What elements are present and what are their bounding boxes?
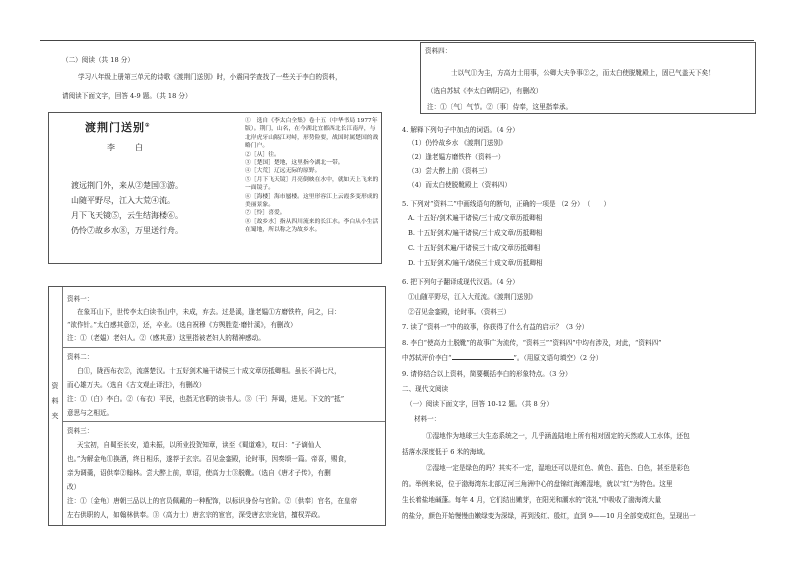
question-7: 7. 读了“资料一”中的故事，你获得了什么有益的启示？（3 分） xyxy=(402,323,589,331)
material-separator xyxy=(63,347,385,348)
material3-title: 资料三： xyxy=(67,427,94,435)
materials-side-divider xyxy=(62,287,63,525)
material4-line: （选自苏轼《李太白碑阴记》，有删改） xyxy=(427,87,543,95)
material3-line: 注：①〔金龟〕唐朝三品以上的官员佩戴的一种配饰，以标识身份与官阶。②〔供奉〕官名，在皇帝 xyxy=(67,497,358,505)
poem-title: 渡荆门送别① xyxy=(85,121,151,134)
question-6: 6. 把下列句子翻译成现代汉语。（4 分） xyxy=(402,278,519,286)
modern-paragraph-line: 的。举例来说，位于渤海湾东北部辽河三角洲中心的盘锦红海滩湿地，就以“红”为特色。这里 xyxy=(402,480,673,488)
material3-line: 亲为调羹，诏供奉②翰林。尝大醉上前，草诏，使高力士③脱靴。（选自《唐才子传》，有删 xyxy=(67,469,331,477)
material2-line: 白①，陇西布衣②，流落楚汉。十五好剑术遍干诸侯三十成文章历抵卿相。虽长不满七尺， xyxy=(77,367,341,375)
modern-paragraph-line: 生长着盐地碱蓬。每年 4 月，它们结出嫩芽，在阳光和潮水的“洗礼”中吸收了渤海湾大量 xyxy=(402,496,662,504)
material1-line: 在象耳山下，世传李太白读书山中，未成，弃去。过是溪，逢老媪①方磨铁杵，问之，曰： xyxy=(77,308,341,316)
modern-paragraph-line: 的盐分，颜色开始慢慢由嫩绿变为深绿，再到浅红、殷红，直到 9——10 月全部变成红色，呈现出一 xyxy=(402,512,696,520)
poem-line-2: 山随平野尽，江入大荒④流。 xyxy=(71,196,175,205)
poem-note: ③［楚国］楚地，这里指今湖北一带。 xyxy=(245,159,344,166)
question-8-line-2: 中苏轼评价李白“ ”。（用原文语句填空）（2 分） xyxy=(402,354,603,362)
question-4-item: （1）仍怜故乡水 《渡荆门送别》 xyxy=(408,139,507,147)
section-modern-title: 二、现代文阅读 xyxy=(402,385,449,393)
question-6-item: ②召见金銮殿，论时事。（资料三） xyxy=(408,308,511,316)
poem-note: ⑤［月下飞天镜］月亮倒映在水中，就如天上飞来的一面镜子。 xyxy=(245,176,379,192)
materials-box xyxy=(48,286,386,526)
poem-line-1: 渡远荆门外，来从②楚国③游。 xyxy=(71,181,183,190)
poem-note: ① 选自《李太白全集》卷十五（中华书局 1977年版）。荆门，山名，在今湖北宜都西北长江南岸，与北岸虎牙山隔江对峙，形势险要，战国时属楚国的战略门户。 xyxy=(245,118,379,150)
question-6-item: ①山随平野尽，江入大荒流。《渡荆门送别》 xyxy=(408,293,537,301)
poem-note: ⑥［海楼］海市蜃楼。这里形容江上云霞多变形成的美丽景象。 xyxy=(245,193,379,208)
material4-title: 资料四： xyxy=(425,47,452,55)
poem-note: ④［大荒］辽远无际的原野。 xyxy=(245,168,321,175)
material3-line: 改） xyxy=(67,483,81,491)
section-modern-subtitle: （一）阅读下面文字，回答 10-12 题。（共 8 分） xyxy=(406,400,553,408)
question-5-option-d: D. 十五好剑术/遍干/诸侯三十成文章/历抵卿相 xyxy=(408,259,543,267)
modern-paragraph-line: ①湿地作为地球三大生态系统之一，几乎涵盖陆地上所有相对固定的天然或人工水体，还包 xyxy=(426,432,690,440)
material-separator xyxy=(63,421,385,422)
modern-material1-title: 材料一： xyxy=(414,415,441,423)
material1-line: 注：①（老媪）老妇人。②（感其意）这里指被老妇人的精神感动。 xyxy=(67,334,265,342)
material4-line: 注：①〔气〕气节。②〔事〕侍奉，这里指奉承。 xyxy=(427,103,573,111)
question-4-item: （3）尝大醉上前（资料三） xyxy=(408,167,492,175)
material3-line: 天宝初，自蜀至长安，道未振，以所业投贺知章，读至《蜀道难》，叹曰：“子谪仙人 xyxy=(77,441,322,449)
question-9: 9. 请你结合以上资料，简要概括李白的形象特点。（3 分） xyxy=(402,370,572,378)
material3-line: 也。”为解金龟①换酒，终日相乐，遂荐于玄宗。召见金銮殿，论时事，因奏颂一篇。帝喜，赐食， xyxy=(67,455,351,463)
question-5-option-a: A. 十五好/剑术遍干诸侯/三十成/文章历抵卿相 xyxy=(408,214,543,222)
poem-note: ⑧［故乡水］指从四川流来的长江水。李白从小生活在蜀地，所以称之为故乡水。 xyxy=(245,218,379,234)
poem-box xyxy=(48,112,382,264)
question-4: 4. 解释下列句子中加点的词语。（4 分） xyxy=(402,126,519,134)
question-8-line-1: 8. 李白“使高力士脱靴”的故事广为流传，“资料三”“资料四”中均有涉及，对此，“资料四” xyxy=(402,339,662,347)
material2-line: 注：①（白）李白。②（布衣）平民，也指无官职的读书人。③〔干〕拜谒，进见。下文的“抵” xyxy=(67,395,345,403)
question-5: 5. 下列对“资料二”中画线语句的断句，正确的一项是 （2 分） （ ） xyxy=(402,200,611,208)
reading-intro-line-2: 请阅读下面文字，回答 4-9 题。（共 18 分） xyxy=(62,92,192,100)
reading-intro-line-1: 学习八年级上册第三单元的诗歌《渡荆门送别》时，小震同学查找了一些关于李白的资料， xyxy=(78,73,342,81)
material2-title: 资料二： xyxy=(67,353,94,361)
section-reading-title: （二）阅读（共 18 分） xyxy=(62,56,134,64)
top-rule xyxy=(40,40,754,41)
material1-title: 资料一： xyxy=(67,295,94,303)
modern-paragraph-line: ②湿地一定是绿色的吗？其实不一定，湿地还可以是红色、黄色、蓝色、白色，甚至是彩色 xyxy=(426,464,690,472)
material1-line: “欲作针。”太白感其意②，还，卒业。（选自祝穆《方舆胜览·磨针溪》，有删改） xyxy=(67,321,297,329)
question-5-option-b: B. 十五好剑术/遍干诸侯/三十成文章/历抵卿相 xyxy=(408,229,543,237)
material2-line: 意思与之相近。 xyxy=(67,409,114,417)
material4-line: 士以气①为主，方高力士用事，公卿大夫争事②之，而太白使脱靴殿上，固已气盖天下矣！ xyxy=(451,69,715,77)
poem-note: ②［从］往。 xyxy=(245,151,280,158)
modern-paragraph-line: 括落水深度低于 6 米的海域。 xyxy=(402,448,490,456)
material3-line: 左右供职的人，如翰林供奉。③（高力士）唐玄宗的宦官，深受唐玄宗宠信，擅权弄政。 xyxy=(67,511,325,519)
material4-box xyxy=(420,42,756,114)
material2-line: 而心雄万夫。（选自《古文观止译注》，有删改） xyxy=(67,381,206,389)
poem-title-footnote-mark: ① xyxy=(145,122,151,129)
poem-author: 李 白 xyxy=(107,143,149,152)
materials-side-label: 资 料 夹 xyxy=(51,382,59,420)
question-5-option-c: C. 十五好剑术遍/干诸侯三十成/文章历抵卿相 xyxy=(408,244,541,252)
poem-line-4: 仍怜⑦故乡水⑧，万里送行舟。 xyxy=(71,226,183,235)
answer-blank[interactable] xyxy=(452,354,514,360)
question-4-item: （2）逢老媪方磨铁杵（资料一） xyxy=(408,153,505,161)
question-4-item: （4）而太白使脱靴殿上（资料四） xyxy=(408,181,512,189)
poem-note: ⑦［怜］喜爱。 xyxy=(245,210,286,217)
poem-notes xyxy=(245,117,379,234)
poem-line-3: 月下飞天镜⑤，云生结海楼⑥。 xyxy=(71,211,183,220)
